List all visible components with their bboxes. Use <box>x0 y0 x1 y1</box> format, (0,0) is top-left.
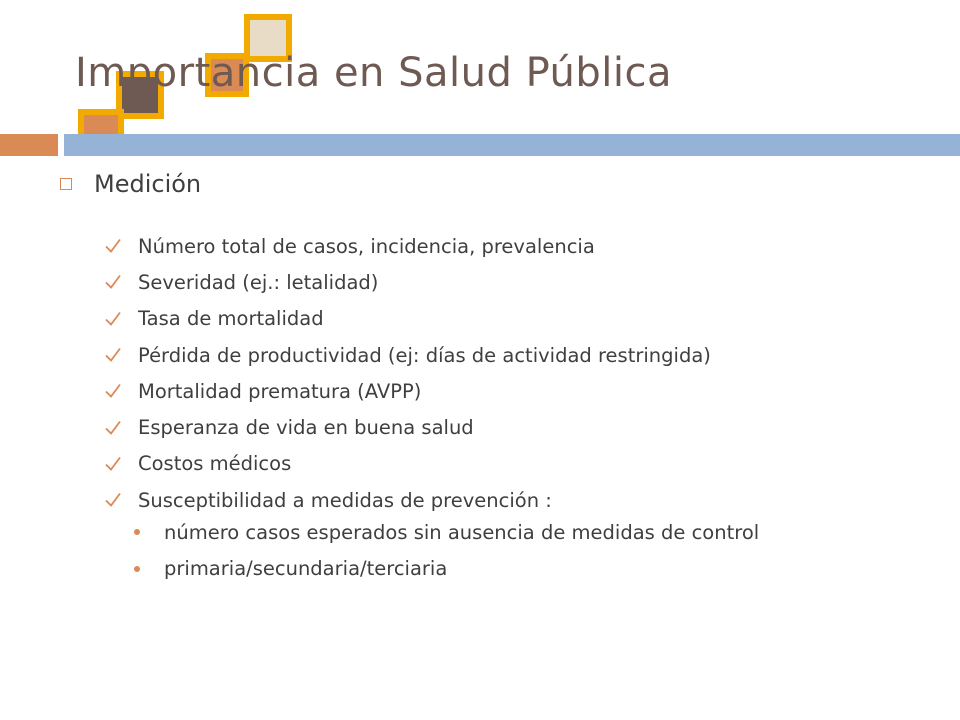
list-item-text: Mortalidad prematura (AVPP) <box>138 379 422 403</box>
checkmark-icon <box>104 419 122 437</box>
checkmark-icon <box>104 491 122 509</box>
header-band-blue <box>64 134 960 156</box>
checkmark-icon <box>104 237 122 255</box>
list-item-text: Tasa de mortalidad <box>138 307 324 331</box>
header-band-orange <box>0 134 58 156</box>
list-item-text: Susceptibilidad a medidas de prevención : <box>138 488 552 512</box>
list-item-text: Costos médicos <box>138 452 292 476</box>
checkmark-icon <box>104 455 122 473</box>
list-item <box>104 373 711 409</box>
section-heading <box>60 170 201 198</box>
sub-list-item <box>134 551 759 588</box>
slide-title: Importancia en Salud Pública <box>75 50 672 96</box>
list-item-text: Esperanza de vida en buena salud <box>138 416 474 440</box>
checkmark-icon <box>104 382 122 400</box>
section-title: Medición <box>94 170 202 198</box>
list-item-text: Severidad (ej.: letalidad) <box>138 270 379 294</box>
list-item-text: Número total de casos, incidencia, prevalencia <box>138 234 595 258</box>
checkmark-icon <box>104 273 122 291</box>
list-item-text: Pérdida de productividad (ej: días de actividad restringida) <box>138 343 711 367</box>
list-item <box>104 264 711 300</box>
dot-icon <box>134 529 140 535</box>
sub-list-item-text: primaria/secundaria/terciaria <box>164 557 448 581</box>
checkmark-icon <box>104 346 122 364</box>
sub-list <box>134 514 759 587</box>
hollow-square-icon <box>60 178 72 190</box>
list-item <box>104 228 711 264</box>
list-item <box>104 409 711 445</box>
check-list <box>104 228 711 518</box>
sub-list-item-text: número casos esperados sin ausencia de medidas de control <box>164 520 760 544</box>
list-item <box>104 482 711 518</box>
list-item <box>104 446 711 482</box>
dot-icon <box>134 566 140 572</box>
checkmark-icon <box>104 310 122 328</box>
list-item <box>104 301 711 337</box>
list-item <box>104 337 711 373</box>
sub-list-item <box>134 514 759 551</box>
